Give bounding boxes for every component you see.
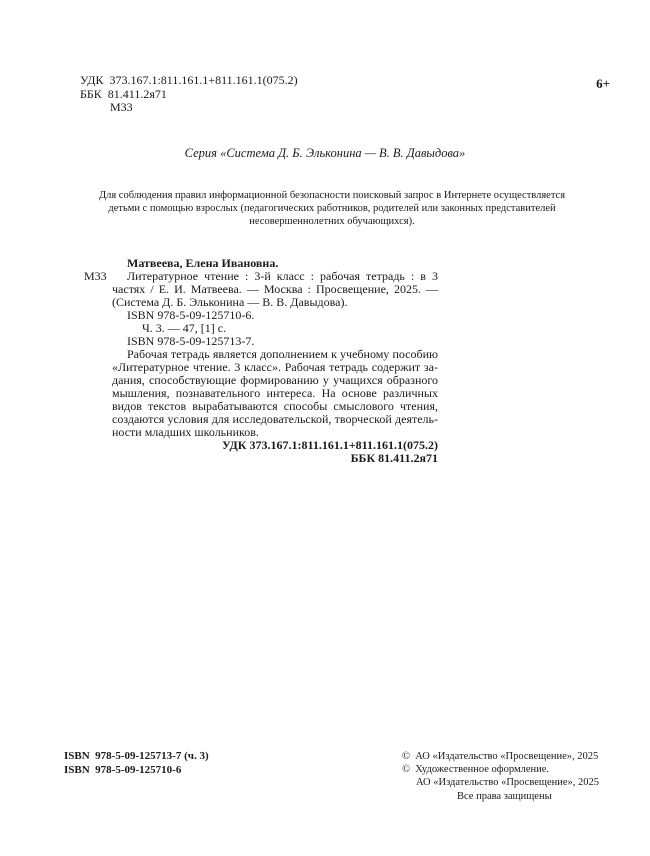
copyright-design-line: © Художественное оформление. bbox=[402, 764, 550, 776]
authority-code: М33 bbox=[110, 100, 133, 114]
information-safety-notice: Для соблюдения правил информационной безопасности поисковый запрос в Интернете осуществляется детьми с помощью взрослых (педагогических работников, родителей или законных представителей несовершеннолетних обучающихся). bbox=[98, 190, 566, 227]
bbk-code: ББК 81.411.2я71 bbox=[80, 86, 167, 101]
catalog-code: М33 bbox=[84, 269, 107, 283]
copyright-design-continuation: АО «Издательство «Просвещение», 2025 bbox=[416, 777, 600, 789]
footer-isbn-block bbox=[64, 750, 209, 777]
author-heading: Матвеева, Елена Ивановна. bbox=[127, 256, 279, 270]
annotation-text: Рабочая тетрадь является дополнением к учебному пособию «Литературное чтение. 3 класс». Рабочая тетрадь содержит задания, способствующие формированию у учащихся образного мышления, познавательного интереса. На основе различных видов текстов вырабатываются способы смыслового чтения, создаются условия для исследовательской, творческой деятельности младших школьников. bbox=[112, 347, 438, 439]
footer-isbn-part: ISBN 978-5-09-125713-7 (ч. 3) bbox=[64, 750, 209, 762]
footer-isbn-set: ISBN 978-5-09-125710-6 bbox=[64, 763, 182, 776]
isbn-set-line: ISBN 978-5-09-125710-6. bbox=[127, 308, 255, 322]
age-rating-badge: 6+ bbox=[596, 76, 610, 91]
series-line: Серия «Система Д. Б. Эльконина — В. В. Давыдова» bbox=[184, 146, 466, 160]
part-volume-line: Ч. 3. — 47, [1] с. bbox=[142, 321, 227, 335]
top-classification-block bbox=[80, 74, 298, 115]
rights-reserved-line: Все права защищены bbox=[457, 790, 552, 802]
bibliographic-description: Литературное чтение : 3-й класс : рабочая тетрадь : в 3 частях / Е. И. Матвеева. — Москва : Просвещение, 2025. — (Система Д. Б. Эльконина — В. В. Давыдова). bbox=[112, 269, 438, 309]
footer-copyright-block bbox=[402, 750, 599, 803]
udk-code: УДК 373.167.1:811.161.1+811.161.1(075.2) bbox=[80, 73, 298, 87]
bibliographic-entry bbox=[84, 269, 438, 309]
copyright-publisher-line: © АО «Издательство «Просвещение», 2025 bbox=[402, 751, 599, 762]
bbk-code-bottom: ББК 81.411.2я71 bbox=[350, 451, 438, 465]
udk-code-bottom: УДК 373.167.1:811.161.1+811.161.1(075.2) bbox=[221, 438, 438, 452]
catalog-card bbox=[84, 256, 438, 465]
isbn-part-line: ISBN 978-5-09-125713-7. bbox=[127, 334, 255, 348]
